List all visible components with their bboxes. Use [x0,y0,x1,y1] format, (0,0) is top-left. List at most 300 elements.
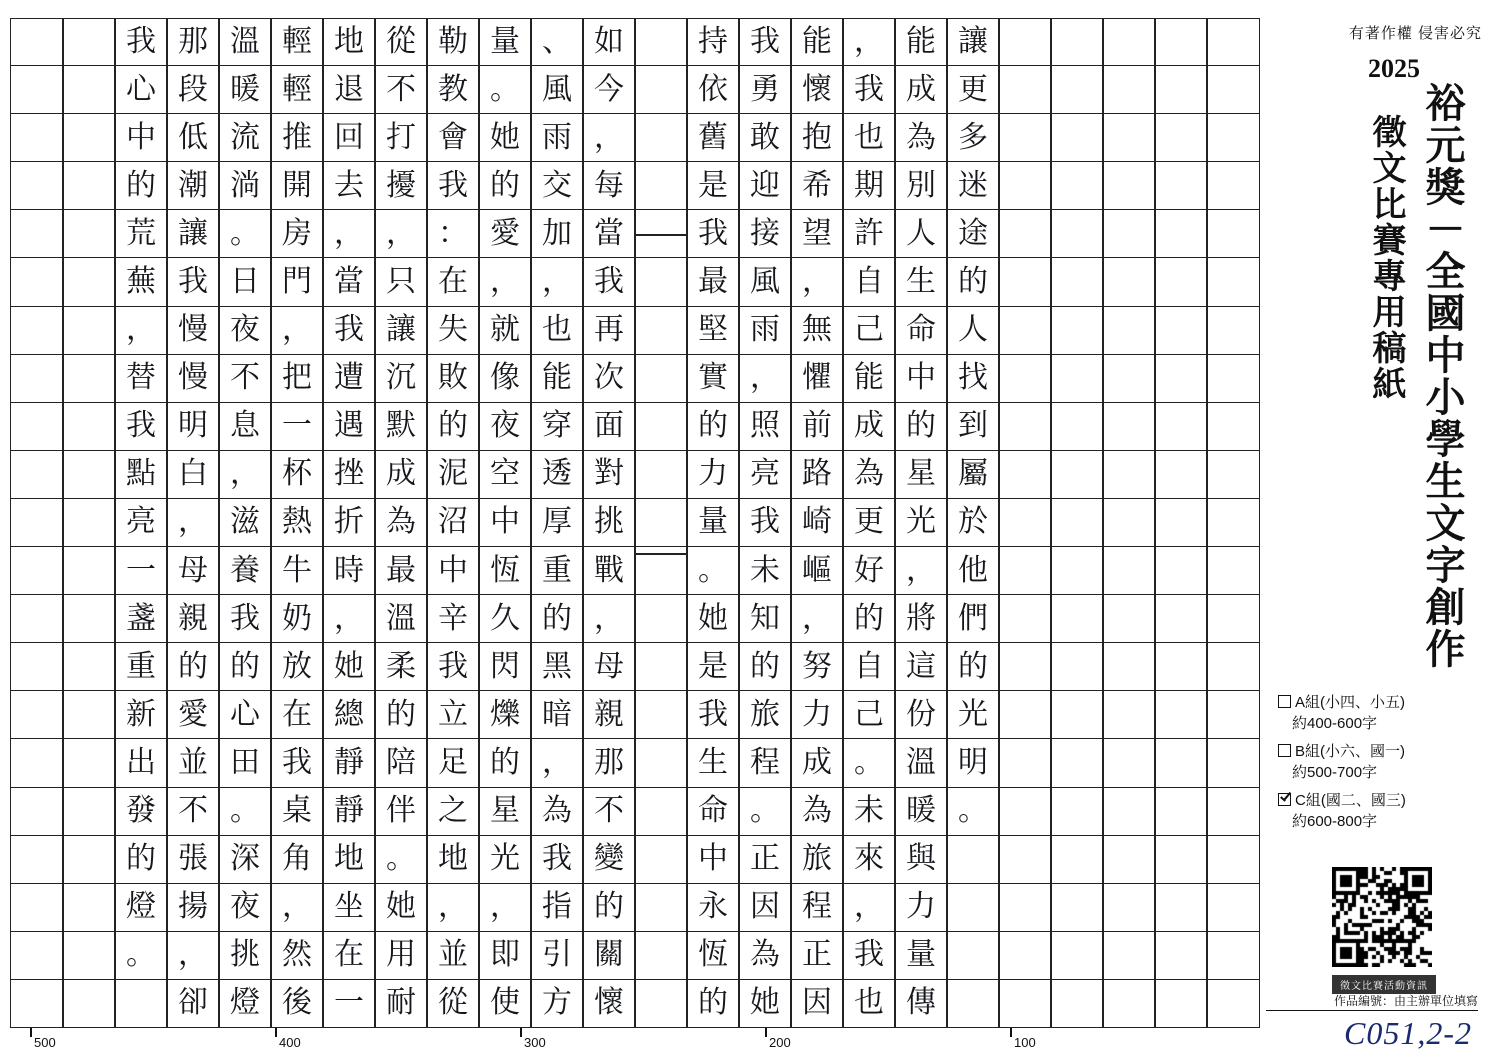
manuscript-cell[interactable] [999,691,1051,739]
manuscript-cell[interactable] [999,499,1051,547]
manuscript-cell[interactable] [167,114,219,162]
manuscript-cell[interactable] [115,451,167,499]
manuscript-cell[interactable] [115,739,167,787]
manuscript-cell[interactable] [947,836,999,884]
manuscript-cell[interactable] [479,595,531,643]
manuscript-cell[interactable] [843,932,895,980]
manuscript-cell[interactable] [323,836,375,884]
manuscript-cell[interactable] [271,18,323,66]
manuscript-cell[interactable] [1103,258,1155,306]
manuscript-cell[interactable] [1051,884,1103,932]
manuscript-cell[interactable] [1155,18,1207,66]
manuscript-cell[interactable] [427,451,479,499]
checkbox-c-icon[interactable] [1278,793,1291,806]
manuscript-cell[interactable] [1103,114,1155,162]
manuscript-cell[interactable] [479,66,531,114]
manuscript-cell[interactable] [167,547,219,595]
manuscript-cell[interactable] [739,691,791,739]
manuscript-cell[interactable] [323,355,375,403]
manuscript-cell[interactable] [479,307,531,355]
manuscript-cell[interactable] [219,451,271,499]
manuscript-cell[interactable] [1155,258,1207,306]
manuscript-cell[interactable] [895,932,947,980]
manuscript-cell[interactable] [531,403,583,451]
manuscript-cell[interactable] [739,836,791,884]
manuscript-cell[interactable] [219,595,271,643]
manuscript-cell[interactable] [1155,788,1207,836]
manuscript-cell[interactable] [63,451,115,499]
manuscript-cell[interactable] [271,836,323,884]
manuscript-cell[interactable] [219,836,271,884]
manuscript-cell[interactable] [323,66,375,114]
manuscript-cell[interactable] [791,162,843,210]
manuscript-cell[interactable] [583,258,635,306]
manuscript-cell[interactable] [1103,595,1155,643]
manuscript-cell[interactable] [635,788,687,836]
manuscript-cell[interactable] [791,932,843,980]
manuscript-cell[interactable] [895,547,947,595]
manuscript-cell[interactable] [63,691,115,739]
manuscript-cell[interactable] [271,499,323,547]
manuscript-cell[interactable] [843,788,895,836]
manuscript-cell[interactable] [427,499,479,547]
manuscript-cell[interactable] [1051,643,1103,691]
manuscript-cell[interactable] [687,18,739,66]
manuscript-cell[interactable] [63,836,115,884]
manuscript-cell[interactable] [271,739,323,787]
manuscript-cell[interactable] [271,595,323,643]
manuscript-cell[interactable] [947,884,999,932]
manuscript-cell[interactable] [479,691,531,739]
manuscript-cell[interactable] [895,210,947,258]
manuscript-cell[interactable] [323,114,375,162]
manuscript-cell[interactable] [895,114,947,162]
manuscript-cell[interactable] [1103,788,1155,836]
manuscript-cell[interactable] [531,980,583,1028]
manuscript-cell[interactable] [687,547,739,595]
manuscript-cell[interactable] [115,836,167,884]
manuscript-cell[interactable] [323,980,375,1028]
manuscript-cell[interactable] [531,547,583,595]
manuscript-cell[interactable] [115,788,167,836]
manuscript-cell[interactable] [895,66,947,114]
manuscript-cell[interactable] [271,691,323,739]
manuscript-cell[interactable] [739,547,791,595]
manuscript-cell[interactable] [1051,258,1103,306]
manuscript-cell[interactable] [895,788,947,836]
manuscript-cell[interactable] [167,595,219,643]
manuscript-cell[interactable] [167,355,219,403]
manuscript-cell[interactable] [323,691,375,739]
manuscript-cell[interactable] [687,788,739,836]
manuscript-cell[interactable] [1103,18,1155,66]
manuscript-cell[interactable] [583,355,635,403]
manuscript-cell[interactable] [427,66,479,114]
manuscript-cell[interactable] [11,643,63,691]
manuscript-cell[interactable] [1155,66,1207,114]
manuscript-cell[interactable] [427,258,479,306]
manuscript-cell[interactable] [739,403,791,451]
manuscript-cell[interactable] [167,18,219,66]
manuscript-cell[interactable] [1051,932,1103,980]
manuscript-cell[interactable] [947,403,999,451]
manuscript-cell[interactable] [11,739,63,787]
manuscript-cell[interactable] [219,499,271,547]
manuscript-cell[interactable] [843,307,895,355]
manuscript-cell[interactable] [843,210,895,258]
manuscript-cell[interactable] [1155,210,1207,258]
manuscript-cell[interactable] [375,980,427,1028]
manuscript-cell[interactable] [115,932,167,980]
manuscript-cell[interactable] [115,643,167,691]
manuscript-cell[interactable] [739,355,791,403]
manuscript-cell[interactable] [843,451,895,499]
manuscript-cell[interactable] [895,739,947,787]
manuscript-cell[interactable] [1051,739,1103,787]
manuscript-cell[interactable] [947,18,999,66]
manuscript-cell[interactable] [375,18,427,66]
manuscript-cell[interactable] [687,884,739,932]
manuscript-cell[interactable] [947,932,999,980]
manuscript-cell[interactable] [167,836,219,884]
manuscript-cell[interactable] [427,836,479,884]
manuscript-cell[interactable] [219,788,271,836]
manuscript-cell[interactable] [583,403,635,451]
manuscript-cell[interactable] [947,788,999,836]
manuscript-cell[interactable] [687,980,739,1028]
manuscript-cell[interactable] [947,547,999,595]
manuscript-cell[interactable] [687,451,739,499]
manuscript-cell[interactable] [739,595,791,643]
manuscript-cell[interactable] [583,451,635,499]
manuscript-cell[interactable] [167,980,219,1028]
manuscript-cell[interactable] [63,788,115,836]
manuscript-cell[interactable] [271,788,323,836]
manuscript-cell[interactable] [895,18,947,66]
manuscript-cell[interactable] [375,932,427,980]
manuscript-cell[interactable] [115,980,167,1028]
manuscript-cell[interactable] [63,18,115,66]
manuscript-cell[interactable] [739,739,791,787]
manuscript-cell[interactable] [1155,739,1207,787]
manuscript-cell[interactable] [375,499,427,547]
manuscript-cell[interactable] [115,66,167,114]
manuscript-cell[interactable] [219,307,271,355]
manuscript-cell[interactable] [687,66,739,114]
manuscript-cell[interactable] [323,739,375,787]
manuscript-cell[interactable] [1155,451,1207,499]
manuscript-cell[interactable] [115,403,167,451]
manuscript-cell[interactable] [323,643,375,691]
manuscript-cell[interactable] [375,788,427,836]
manuscript-cell[interactable] [1155,114,1207,162]
manuscript-cell[interactable] [843,499,895,547]
qr-code-icon[interactable] [1332,867,1432,967]
manuscript-cell[interactable] [583,788,635,836]
manuscript-cell[interactable] [999,836,1051,884]
manuscript-cell[interactable] [167,451,219,499]
manuscript-cell[interactable] [1103,643,1155,691]
manuscript-cell[interactable] [63,258,115,306]
manuscript-cell[interactable] [999,258,1051,306]
manuscript-cell[interactable] [583,980,635,1028]
manuscript-cell[interactable] [167,788,219,836]
manuscript-cell[interactable] [531,884,583,932]
manuscript-cell[interactable] [947,980,999,1028]
manuscript-cell[interactable] [791,403,843,451]
manuscript-cell[interactable] [791,788,843,836]
manuscript-cell[interactable] [583,114,635,162]
manuscript-cell[interactable] [375,884,427,932]
manuscript-cell[interactable] [11,547,63,595]
manuscript-cell[interactable] [791,739,843,787]
manuscript-cell[interactable] [63,884,115,932]
manuscript-cell[interactable] [11,162,63,210]
manuscript-cell[interactable] [427,739,479,787]
manuscript-cell[interactable] [323,932,375,980]
manuscript-cell[interactable] [375,595,427,643]
manuscript-cell[interactable] [739,162,791,210]
manuscript-cell[interactable] [63,403,115,451]
manuscript-cell[interactable] [583,884,635,932]
manuscript-cell[interactable] [323,451,375,499]
manuscript-cell[interactable] [167,258,219,306]
manuscript-cell[interactable] [63,595,115,643]
manuscript-cell[interactable] [531,114,583,162]
manuscript-cell[interactable] [1155,403,1207,451]
manuscript-cell[interactable] [1103,66,1155,114]
manuscript-cell[interactable] [219,162,271,210]
manuscript-cell[interactable] [1103,499,1155,547]
manuscript-cell[interactable] [115,499,167,547]
manuscript-cell[interactable] [1051,691,1103,739]
manuscript-cell[interactable] [999,66,1051,114]
manuscript-cell[interactable] [271,355,323,403]
manuscript-cell[interactable] [895,691,947,739]
manuscript-cell[interactable] [843,18,895,66]
manuscript-cell[interactable] [1103,355,1155,403]
manuscript-cell[interactable] [323,403,375,451]
manuscript-cell[interactable] [687,643,739,691]
manuscript-cell[interactable] [895,595,947,643]
manuscript-cell[interactable] [999,355,1051,403]
manuscript-cell[interactable] [427,307,479,355]
manuscript-cell[interactable] [63,980,115,1028]
manuscript-cell[interactable] [843,595,895,643]
manuscript-cell[interactable] [843,884,895,932]
manuscript-cell[interactable] [583,547,635,595]
manuscript-cell[interactable] [323,258,375,306]
manuscript-cell[interactable] [11,788,63,836]
manuscript-cell[interactable] [427,114,479,162]
manuscript-cell[interactable] [583,499,635,547]
manuscript-cell[interactable] [999,739,1051,787]
manuscript-cell[interactable] [167,210,219,258]
manuscript-cell[interactable] [11,258,63,306]
manuscript-cell[interactable] [63,739,115,787]
manuscript-cell[interactable] [1155,643,1207,691]
manuscript-cell[interactable] [1051,307,1103,355]
manuscript-cell[interactable] [1051,547,1103,595]
manuscript-cell[interactable] [531,18,583,66]
manuscript-cell[interactable] [947,258,999,306]
manuscript-cell[interactable] [63,66,115,114]
manuscript-cell[interactable] [479,162,531,210]
manuscript-cell[interactable] [271,114,323,162]
manuscript-cell[interactable] [271,451,323,499]
manuscript-cell[interactable] [167,307,219,355]
manuscript-cell[interactable] [843,258,895,306]
manuscript-cell[interactable] [375,307,427,355]
manuscript-cell[interactable] [167,932,219,980]
manuscript-cell[interactable] [479,258,531,306]
manuscript-cell[interactable] [271,980,323,1028]
manuscript-cell[interactable] [635,836,687,884]
manuscript-cell[interactable] [635,451,687,499]
manuscript-cell[interactable] [739,499,791,547]
manuscript-cell[interactable] [115,595,167,643]
manuscript-cell[interactable] [739,66,791,114]
manuscript-cell[interactable] [219,980,271,1028]
manuscript-cell[interactable] [271,66,323,114]
manuscript-cell[interactable] [895,884,947,932]
manuscript-cell[interactable] [427,932,479,980]
manuscript-cell[interactable] [687,258,739,306]
manuscript-cell[interactable] [63,210,115,258]
manuscript-cell[interactable] [479,980,531,1028]
manuscript-cell[interactable] [687,307,739,355]
manuscript-cell[interactable] [583,691,635,739]
manuscript-cell[interactable] [895,499,947,547]
manuscript-cell[interactable] [219,932,271,980]
manuscript-cell[interactable] [999,210,1051,258]
manuscript-cell[interactable] [323,595,375,643]
manuscript-cell[interactable] [219,18,271,66]
manuscript-cell[interactable] [635,499,687,547]
manuscript-cell[interactable] [219,114,271,162]
manuscript-cell[interactable] [427,595,479,643]
manuscript-cell[interactable] [323,499,375,547]
manuscript-cell[interactable] [635,643,687,691]
manuscript-cell[interactable] [739,451,791,499]
checkbox-b-icon[interactable] [1278,744,1291,757]
manuscript-cell[interactable] [219,884,271,932]
manuscript-cell[interactable] [11,451,63,499]
manuscript-cell[interactable] [1103,691,1155,739]
manuscript-cell[interactable] [1155,980,1207,1028]
manuscript-cell[interactable] [427,643,479,691]
manuscript-cell[interactable] [635,307,687,355]
manuscript-cell[interactable] [63,355,115,403]
manuscript-cell[interactable] [583,307,635,355]
manuscript-cell[interactable] [479,18,531,66]
manuscript-cell[interactable] [375,162,427,210]
manuscript-cell[interactable] [271,307,323,355]
manuscript-cell[interactable] [427,18,479,66]
manuscript-cell[interactable] [791,836,843,884]
manuscript-cell[interactable] [1155,307,1207,355]
manuscript-cell[interactable] [219,66,271,114]
manuscript-cell[interactable] [167,499,219,547]
manuscript-cell[interactable] [531,739,583,787]
manuscript-cell[interactable] [219,643,271,691]
manuscript-cell[interactable] [531,162,583,210]
manuscript-cell[interactable] [1155,932,1207,980]
manuscript-cell[interactable] [427,162,479,210]
manuscript-cell[interactable] [63,643,115,691]
manuscript-cell[interactable] [219,355,271,403]
manuscript-cell[interactable] [63,499,115,547]
manuscript-cell[interactable] [531,451,583,499]
manuscript-cell[interactable] [999,307,1051,355]
manuscript-cell[interactable] [999,547,1051,595]
manuscript-cell[interactable] [583,162,635,210]
manuscript-cell[interactable] [479,210,531,258]
manuscript-cell[interactable] [1051,788,1103,836]
manuscript-cell[interactable] [479,499,531,547]
manuscript-cell[interactable] [167,162,219,210]
manuscript-cell[interactable] [11,980,63,1028]
manuscript-cell[interactable] [1051,18,1103,66]
manuscript-cell[interactable] [791,355,843,403]
manuscript-cell[interactable] [583,643,635,691]
manuscript-cell[interactable] [947,691,999,739]
manuscript-cell[interactable] [635,932,687,980]
manuscript-cell[interactable] [791,18,843,66]
manuscript-cell[interactable] [479,884,531,932]
manuscript-cell[interactable] [1051,499,1103,547]
manuscript-cell[interactable] [427,691,479,739]
manuscript-cell[interactable] [739,114,791,162]
manuscript-cell[interactable] [687,836,739,884]
manuscript-cell[interactable] [219,403,271,451]
manuscript-cell[interactable] [791,595,843,643]
checkbox-a-icon[interactable] [1278,695,1291,708]
manuscript-cell[interactable] [635,739,687,787]
manuscript-cell[interactable] [791,258,843,306]
manuscript-cell[interactable] [635,162,687,210]
manuscript-cell[interactable] [687,355,739,403]
manuscript-cell[interactable] [323,307,375,355]
manuscript-cell[interactable] [323,547,375,595]
manuscript-cell[interactable] [687,403,739,451]
manuscript-cell[interactable] [11,691,63,739]
manuscript-cell[interactable] [687,210,739,258]
manuscript-cell[interactable] [531,307,583,355]
manuscript-cell[interactable] [999,451,1051,499]
manuscript-cell[interactable] [1155,162,1207,210]
manuscript-cell[interactable] [947,451,999,499]
manuscript-cell[interactable] [1051,66,1103,114]
manuscript-cell[interactable] [895,980,947,1028]
manuscript-cell[interactable] [1103,980,1155,1028]
manuscript-cell[interactable] [947,355,999,403]
manuscript-cell[interactable] [479,403,531,451]
manuscript-cell[interactable] [999,884,1051,932]
manuscript-cell[interactable] [11,403,63,451]
manuscript-cell[interactable] [843,836,895,884]
manuscript-cell[interactable] [1155,547,1207,595]
manuscript-cell[interactable] [583,595,635,643]
manuscript-cell[interactable] [791,210,843,258]
manuscript-cell[interactable] [63,932,115,980]
manuscript-cell[interactable] [687,499,739,547]
manuscript-cell[interactable] [11,499,63,547]
manuscript-cell[interactable] [583,66,635,114]
manuscript-cell[interactable] [843,403,895,451]
manuscript-cell[interactable] [895,258,947,306]
manuscript-cell[interactable] [323,884,375,932]
